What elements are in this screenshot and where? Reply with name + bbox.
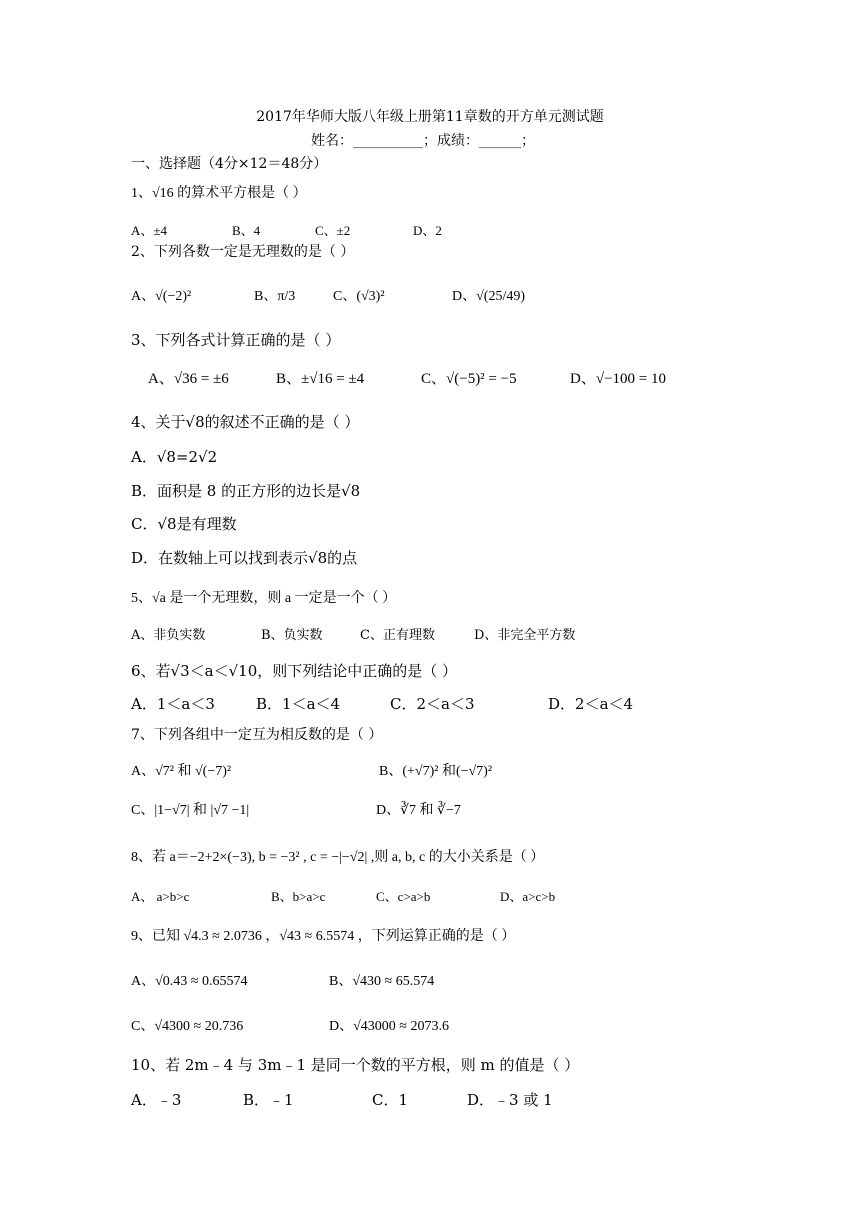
page-title: 2017年华师大版八年级上册第11章数的开方单元测试题 (256, 109, 604, 125)
question-6-option-a: A．1＜a＜3 (131, 695, 215, 713)
question-9-option-c: C、√4300 ≈ 20.736 (131, 1019, 244, 1034)
question-3-option-d: D、√−100 = 10 (570, 371, 666, 387)
question-4-option-a: A．√8=2√2 (131, 448, 218, 466)
question-8-stem: 8、若 a＝−2+2×(−3), b = −3² , c = −|−√2| ,则 a, b, c 的大小关系是（ ） (131, 850, 545, 865)
question-8-option-a: A、 a>b>c (131, 889, 190, 904)
question-10-option-d: D．﹣3 或 1 (467, 1091, 553, 1109)
question-2-option-d: D、√(25/49) (452, 289, 526, 304)
question-10-option-a: A．﹣3 (131, 1091, 182, 1109)
question-10-option-b: B．﹣1 (243, 1091, 294, 1109)
question-3-stem: 3、下列各式计算正确的是（ ） (131, 331, 341, 349)
question-3-option-b: B、±√16 = ±4 (276, 371, 365, 387)
question-7-option-d: D、∛7 和 ∛−7 (376, 803, 461, 818)
question-3-option-c: C、√(−5)² = −5 (421, 371, 517, 387)
question-7-option-c: C、|1−√7| 和 |√7 −1| (131, 803, 250, 818)
question-2-option-a: A、√(−2)² (131, 289, 192, 304)
question-6-option-d: D．2＜a＜4 (548, 695, 634, 713)
question-4-option-b: B．面积是 8 的正方形的边长是√8 (131, 482, 361, 500)
question-2-option-b: B、π/3 (254, 289, 296, 304)
question-1-option-a: A、±4 (131, 223, 168, 238)
question-1-option-c: C、±2 (315, 223, 351, 238)
question-6-option-b: B．1＜a＜4 (256, 695, 341, 713)
question-9-option-a: A、√0.43 ≈ 0.65574 (131, 974, 248, 989)
question-5-stem: 5、√a 是一个无理数，则 a 一定是一个（ ） (131, 591, 397, 606)
question-7-option-b: B、(+√7)² 和(−√7)² (379, 764, 493, 779)
question-6-stem: 6、若√3＜a＜√10，则下列结论中正确的是（ ） (131, 662, 458, 680)
question-9-stem: 9、已知 √4.3 ≈ 2.0736 ，√43 ≈ 6.5574 ，下列运算正确的是（ ） (131, 929, 516, 944)
question-3-option-a: A、√36 = ±6 (148, 371, 229, 387)
question-4-stem: 4、关于√8的叙述不正确的是（ ） (131, 413, 360, 431)
question-5-option-a: A、非负实数 (131, 628, 206, 643)
question-6-option-c: C．2＜a＜3 (390, 695, 475, 713)
question-8-option-c: C、c>a>b (376, 889, 431, 904)
question-8-option-d: D、a>c>b (500, 889, 556, 904)
section-heading: 一、选择题（4分×12＝48分） (131, 156, 328, 172)
question-1-stem: 1、√16 的算术平方根是（ ） (131, 186, 307, 201)
question-7-option-a: A、√7² 和 √(−7)² (131, 764, 232, 779)
question-9-option-d: D、√43000 ≈ 2073.6 (329, 1019, 449, 1034)
question-7-stem: 7、下列各组中一定互为相反数的是（ ） (131, 727, 383, 743)
question-5-option-b: B、负实数 (261, 628, 323, 643)
question-2-stem: 2、下列各数一定是无理数的是（ ） (131, 244, 355, 260)
question-10-option-c: C．1 (372, 1091, 409, 1109)
question-1-option-b: B、4 (232, 223, 261, 238)
question-1-option-d: D、2 (413, 223, 442, 238)
question-10-stem: 10、若 2m﹣4 与 3m﹣1 是同一个数的平方根，则 m 的值是（ ） (131, 1056, 580, 1074)
question-2-option-c: C、(√3)² (333, 289, 385, 304)
question-5-option-d: D、非完全平方数 (474, 628, 576, 643)
name-score-line: 姓名：__________；成绩：______； (311, 133, 535, 149)
question-4-option-d: D．在数轴上可以找到表示√8的点 (131, 549, 358, 567)
question-5-option-c: C、正有理数 (360, 628, 435, 643)
question-8-option-b: B、b>a>c (271, 889, 326, 904)
question-4-option-c: C．√8是有理数 (131, 515, 237, 533)
question-9-option-b: B、√430 ≈ 65.574 (329, 974, 435, 989)
